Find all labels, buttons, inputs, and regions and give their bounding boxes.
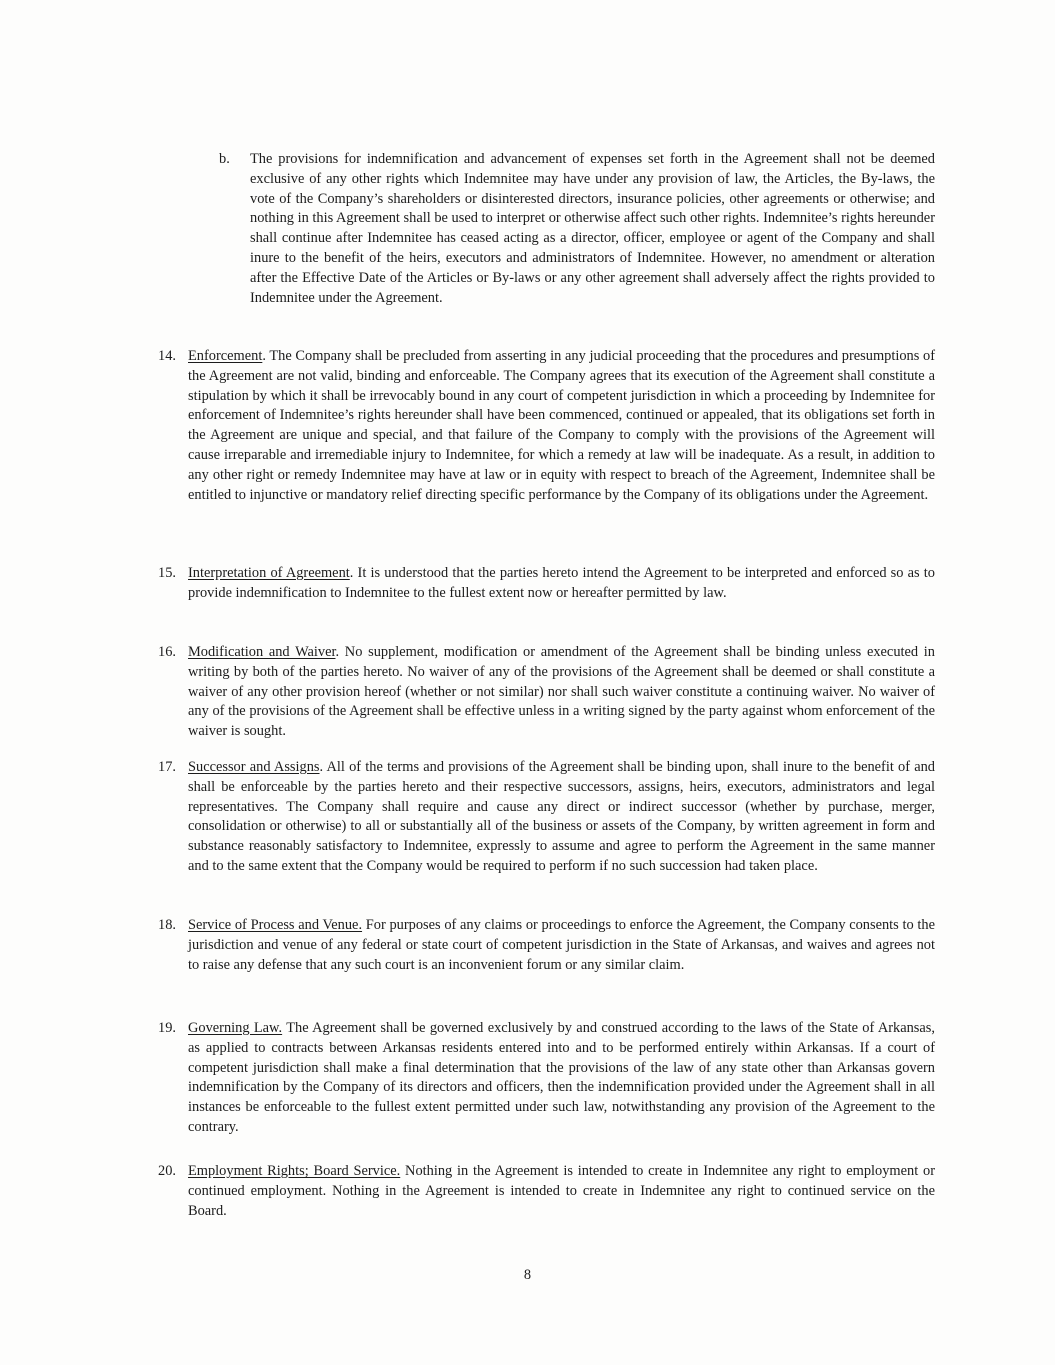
subsection-label: b. bbox=[219, 151, 230, 167]
section-heading: Governing Law. bbox=[188, 1020, 283, 1036]
section-heading-separator: . bbox=[319, 759, 324, 775]
section-body: The Agreement shall be governed exclusively by and construed according to the laws of the State of Arkansas, as applied to contracts between Arkansas residents entered into and to be performed entirely within Arkansas. If a court of competent jurisdiction shall make a final determination that the provisions of the law of any state other than Arkansas govern indemnification by the Company of its directors and officers, then the indemnification provided under the Agreement shall in all instances be enforceable to the fullest extent permitted under such law, notwithstanding any provision of the Agreement to the contrary. bbox=[188, 1020, 935, 1135]
section-number: 17. bbox=[158, 759, 176, 775]
section-body: The Company shall be precluded from asserting in any judicial proceeding that the procedures and presumptions of the Agreement are not valid, binding and enforceable. The Company agrees that its execution of the Agreement shall constitute a stipulation by which it shall be irrevocably bound in any court of competent jurisdiction in which a proceeding by Indemnitee for enforcement of Indemnitee’s rights hereunder shall have been commenced, continued or appealed, that its obligations set forth in the Agreement are unique and special, and that failure of the Company to comply with the provisions of the Agreement will cause irreparable and irremediable injury to Indemnitee, for which a remedy at law will be inadequate. As a result, in addition to any other right or remedy Indemnitee may have at law or in equity with respect to breach of the Agreement, Indemnitee shall be entitled to injunctive or mandatory relief directing specific performance by the Company of its obligations under the Agreement. bbox=[188, 348, 935, 503]
section-number: 15. bbox=[158, 565, 176, 581]
section-heading: Service of Process and Venue. bbox=[188, 917, 363, 933]
section-body: Nothing in the Agreement is intended to create in Indemnitee any right to employment or continued employment. Nothing in the Agreement is intended to create in Indemnitee any right to continued service on the Board. bbox=[188, 1163, 935, 1219]
section-body: No supplement, modification or amendment of the Agreement shall be binding unless executed in writing by both of the parties hereto. No waiver of any of the provisions of the Agreement shall be deemed or shall constitute a waiver of any other provision hereof (whether or not similar) nor shall such waiver constitute a continuing waiver. No waiver of any of the provisions of the Agreement shall be effective unless in a writing signed by the party against whom enforcement of the waiver is sought. bbox=[188, 644, 936, 740]
section-18-service-of-process bbox=[188, 916, 935, 975]
section-number: 14. bbox=[158, 348, 176, 364]
section-16-modification bbox=[188, 643, 935, 742]
subsection-b-text: The provisions for indemnification and advancement of expenses set forth in the Agreement shall not be deemed exclusive of any other rights which Indemnitee may have under any provision of law, the Articles, the By-laws, the vote of the Company’s shareholders or disinterested directors, insurance policies, other agreements or otherwise; and nothing in this Agreement shall be used to interpret or otherwise affect such other rights. Indemnitee’s rights hereunder shall continue after Indemnitee has ceased acting as a director, officer, employee or agent of the Company and shall inure to the benefit of the heirs, executors and administrators of Indemnitee. However, no amendment or alteration after the Effective Date of the Articles or By-laws or any other agreement shall adversely affect the rights provided to Indemnitee under the Agreement. bbox=[250, 151, 935, 306]
section-number: 19. bbox=[158, 1020, 176, 1036]
section-heading: Interpretation of Agreement bbox=[188, 565, 350, 581]
section-heading: Modification and Waiver bbox=[188, 644, 336, 660]
section-number: 18. bbox=[158, 917, 176, 933]
section-heading: Successor and Assigns bbox=[188, 759, 320, 775]
section-heading-separator: . bbox=[262, 348, 266, 364]
section-heading: Enforcement bbox=[188, 348, 263, 364]
section-heading-separator: . bbox=[349, 565, 354, 581]
section-body: All of the terms and provisions of the Agreement shall be binding upon, shall inure to the benefit of and shall be enforceable by the parties hereto and their respective successors, assigns, heirs, executors, administrators and legal representatives. The Company shall require and cause any direct or indirect successor (whether by purchase, merger, consolidation or otherwise) to all or substantially all of the business or assets of the Company, by written agreement in form and substance reasonably satisfactory to Indemnitee, expressly to assume and agree to perform the Agreement in the same manner and to the same extent that the Company would be required to perform if no such succession had taken place. bbox=[188, 759, 936, 874]
section-17-successor bbox=[188, 758, 935, 877]
section-heading: Employment Rights; Board Service. bbox=[188, 1163, 401, 1179]
section-number: 16. bbox=[158, 644, 176, 660]
section-14-enforcement bbox=[188, 347, 935, 505]
section-20-employment-rights bbox=[188, 1162, 935, 1221]
section-body: It is understood that the parties hereto intend the Agreement to be interpreted and enforced so as to provide indemnification to Indemnitee to the fullest extent now or hereafter permitted by law. bbox=[188, 565, 935, 601]
section-body: For purposes of any claims or proceedings to enforce the Agreement, the Company consents to the jurisdiction and venue of any federal or state court of competent jurisdiction in the State of Arkansas, and waives and agrees not to raise any defense that any such court is an inconvenient forum or any similar claim. bbox=[188, 917, 935, 973]
section-heading-separator: . bbox=[335, 644, 340, 660]
page-number: 8 bbox=[523, 1267, 532, 1283]
section-15-interpretation bbox=[188, 564, 935, 604]
section-number: 20. bbox=[158, 1163, 176, 1179]
section-19-governing-law bbox=[188, 1019, 935, 1138]
